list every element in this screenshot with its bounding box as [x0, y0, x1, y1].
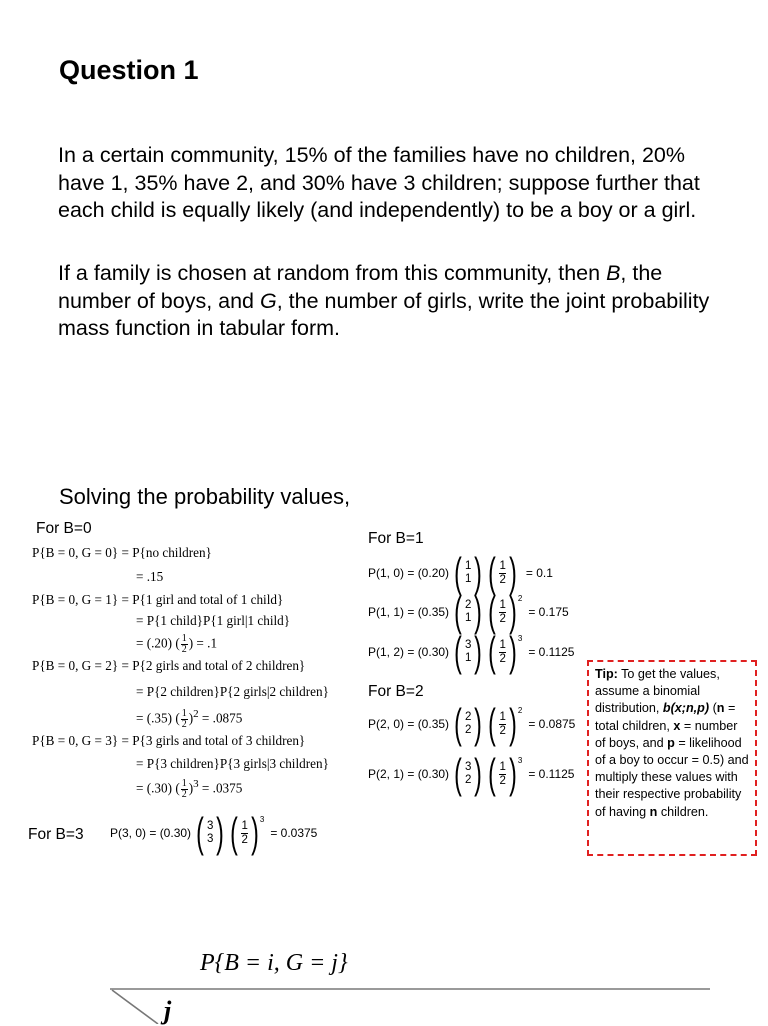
tip-text: = total children,	[595, 701, 736, 733]
tip-box	[587, 660, 757, 856]
half-term: ( $\frac{1}{2}$ )	[488, 628, 517, 675]
question-paragraph-2	[58, 260, 718, 343]
b1-equation-3	[368, 628, 575, 675]
frac-num: 1	[499, 598, 506, 611]
b0-line-8-power: 2	[193, 708, 199, 720]
table-top-rule	[110, 988, 710, 990]
b2-eq1-lhs: P(2, 0) = (0.35)	[368, 717, 450, 731]
binom-n: 2	[465, 711, 472, 723]
b0-line-2: = .15	[136, 569, 164, 584]
power: 3	[517, 755, 523, 765]
b1-eq3-lhs: P(1, 2) = (0.30)	[368, 645, 450, 659]
power: 3	[259, 814, 265, 824]
b1-eq3-rhs: = 0.1125	[528, 645, 575, 659]
half-term: ( $\frac{1}{2}$ )	[488, 549, 517, 596]
b0-line-5-lhs: = (.20)	[136, 635, 173, 651]
b2-eq2-lhs: P(2, 1) = (0.30)	[368, 767, 450, 781]
b0-line-9: P{B = 0, G = 3} = P{3 girls and total of 3 children}	[32, 733, 306, 748]
b1-eq1-rhs: = 0.1	[525, 566, 553, 580]
b0-line-1: P{B = 0, G = 0} = P{no children}	[32, 545, 212, 560]
binom-k: 3	[207, 833, 214, 845]
question-title: Question 1	[59, 55, 199, 85]
b0-line-8-lhs: = (.35)	[136, 710, 173, 726]
half-fraction	[181, 779, 188, 800]
frac-den: 2	[499, 573, 506, 586]
b0-line-8: = (.35) ( $\frac{1}{2}$ )$^2$ = .0875	[136, 707, 243, 730]
frac-num: 1	[499, 559, 506, 572]
tip-var-n: n	[649, 804, 658, 819]
frac-den: 2	[499, 612, 506, 625]
b0-line-11-power: 3	[193, 778, 199, 790]
half-term: ( $\frac{1}{2}$ )	[488, 588, 517, 635]
tip-var-x: x	[673, 718, 681, 733]
table-column-header-j: j	[164, 996, 172, 1025]
b2-eq2-rhs: = 0.1125	[528, 767, 575, 781]
binomial-coefficient: ( 3 3 )	[196, 809, 225, 856]
para2-text-mid: , the number of boys, and	[58, 261, 663, 313]
b0-line-6: P{B = 0, G = 2} = P{2 girls and total of 2 children}	[32, 658, 306, 673]
b3-eq1-lhs: P(3, 0) = (0.30)	[110, 826, 192, 840]
b0-line-11-rhs: = .0375	[201, 780, 243, 796]
b0-line-4: = P{1 child}P{1 girl|1 child}	[136, 613, 291, 628]
binom-k: 1	[465, 573, 472, 585]
binom-n: 3	[465, 639, 472, 651]
frac-den: 2	[499, 774, 506, 787]
b1-eq1-lhs: P(1, 0) = (0.20)	[368, 566, 450, 580]
binomial-coefficient: ( 2 1 )	[454, 588, 483, 635]
b1-eq2-lhs: P(1, 1) = (0.35)	[368, 605, 450, 619]
frac-num: 1	[499, 638, 506, 651]
b2-equation-1	[368, 700, 576, 747]
frac-den: 2	[499, 652, 506, 665]
var-B: B	[606, 261, 621, 285]
binom-k: 2	[465, 774, 472, 786]
tip-label: Tip:	[595, 667, 618, 681]
tip-text: children.	[657, 804, 709, 819]
power: 2	[517, 705, 523, 715]
binomial-coefficient: ( 3 1 )	[454, 628, 483, 675]
b2-label: For B=2	[368, 683, 424, 700]
b3-eq1-rhs: = 0.0375	[270, 826, 318, 840]
b0-line-7: = P{2 children}P{2 girls|2 children}	[136, 684, 329, 699]
var-G: G	[259, 288, 277, 313]
table-diagonal-line	[110, 989, 170, 1024]
frac-num: 1	[499, 760, 506, 773]
half-fraction	[181, 709, 188, 730]
binomial-coefficient: ( 3 2 )	[454, 750, 483, 797]
b1-eq2-rhs: = 0.175	[528, 605, 569, 619]
b0-line-5-rhs: = .1	[196, 635, 218, 651]
tip-distribution: b(x;n,p)	[662, 701, 710, 716]
frac-den: 2	[499, 724, 506, 737]
b1-equation-2	[368, 588, 569, 635]
binomial-coefficient: ( 1 1 )	[454, 549, 483, 596]
binomial-coefficient: ( 2 2 )	[454, 700, 483, 747]
half-num: 1	[181, 777, 187, 789]
frac-num: 1	[241, 819, 248, 832]
b0-line-8-rhs: = .0875	[201, 710, 243, 726]
tip-text: = likelihood of a boy to occur = 0.5) and multiply these values with their respective probability of having	[595, 735, 749, 819]
tip-text: = number of boys, and	[595, 718, 738, 750]
b2-equation-2	[368, 750, 575, 797]
b2-eq1-rhs: = 0.0875	[528, 717, 576, 731]
tip-text: (	[709, 701, 717, 716]
half-term: ( $\frac{1}{2}$ )	[488, 750, 517, 797]
half-num: 1	[181, 707, 187, 719]
binom-k: 1	[465, 652, 472, 664]
b3-label: For B=3	[28, 826, 84, 843]
tip-text: To get the values, assume a binomial distribution,	[595, 667, 720, 716]
para2-text-start: If a family is chosen at random from this community, then	[58, 261, 607, 285]
power: 3	[517, 633, 523, 643]
tip-var-p: p	[667, 735, 675, 750]
b0-line-11-lhs: = (.30)	[136, 780, 173, 796]
para2-text-end: , the number of girls, write the joint probability mass function in tabular form.	[58, 288, 710, 340]
half-num: 1	[181, 633, 187, 644]
frac-den: 2	[241, 833, 248, 846]
binom-n: 3	[207, 820, 214, 832]
half-fraction	[181, 634, 188, 655]
half-den: 2	[181, 644, 187, 655]
b0-line-11: = (.30) ( $\frac{1}{2}$ )$^3$ = .0375	[136, 777, 243, 800]
solving-heading: Solving the probability values,	[59, 484, 351, 509]
binom-k: 1	[465, 612, 472, 624]
b1-label: For B=1	[368, 530, 424, 547]
binom-n: 2	[465, 599, 472, 611]
frac-num: 1	[499, 710, 506, 723]
binom-k: 2	[465, 724, 472, 736]
b0-label: For B=0	[36, 520, 92, 537]
half-term: ( $\frac{1}{2}$ )	[230, 809, 259, 856]
question-paragraph-1: In a certain community, 15% of the families have no children, 20% have 1, 35% have 2, and 30% have 3 children; suppose further that each child is equally likely (and independently) to be a boy or a girl.	[58, 143, 700, 222]
b0-line-10: = P{3 children}P{3 girls|3 children}	[136, 756, 329, 771]
half-den: 2	[181, 788, 187, 800]
b0-line-3: P{B = 0, G = 1} = P{1 girl and total of 1 child}	[32, 592, 284, 607]
tip-var-n: n	[716, 701, 725, 716]
b3-equation-1	[110, 809, 318, 856]
power: 2	[517, 593, 523, 603]
binom-n: 3	[465, 761, 472, 773]
half-den: 2	[181, 718, 187, 730]
binom-n: 1	[465, 560, 472, 572]
half-term: ( $\frac{1}{2}$ )	[488, 700, 517, 747]
b0-line-5: = (.20) ( $\frac{1}{2}$ ) = .1	[136, 633, 218, 655]
joint-pmf-formula: P{B = i, G = j}	[200, 950, 348, 976]
